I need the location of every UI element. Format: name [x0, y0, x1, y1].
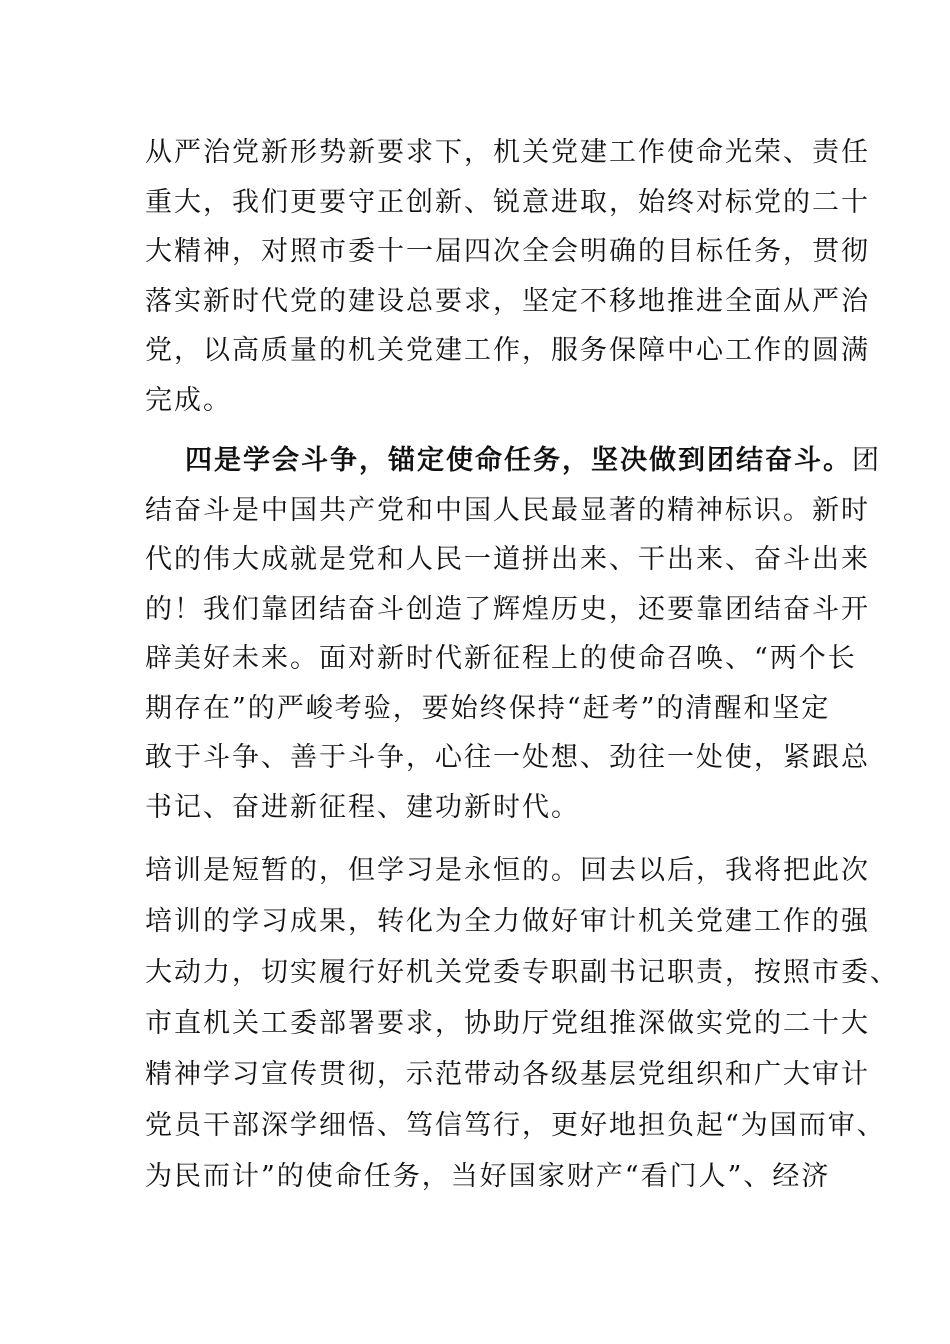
paragraph-2-line-6: 期存在”的严峻考验，要始终保持“赶考”的清醒和坚定 [145, 693, 831, 724]
paragraph-2-line-2: 结奋斗是中国共产党和中国人民最显著的精神标识。新时 [145, 495, 870, 526]
paragraph-3-line-4: 市直机关工委部署要求，协助厅党组推深做实党的二十大 [145, 1008, 870, 1039]
paragraph-1-line-2: 重大，我们更要守正创新、锐意进取，始终对标党的二十 [145, 187, 870, 218]
paragraph-2-line-8: 书记、奋进新征程、建功新时代。 [145, 792, 580, 823]
paragraph-1-line-3: 大精神，对照市委十一届四次全会明确的目标任务，贯彻 [145, 236, 870, 267]
paragraph-3-line-1: 培训是短暂的，但学习是永恒的。回去以后，我将把此次 [145, 855, 870, 886]
paragraph-1-line-4: 落实新时代党的建设总要求，坚定不移地推进全面从严治 [145, 286, 870, 317]
paragraph-3-line-6: 党员干部深学细悟、笃信笃行，更好地担负起“为国而审、 [145, 1110, 886, 1141]
paragraph-1-line-6: 完成。 [145, 385, 232, 416]
paragraph-3-line-5: 精神学习宣传贯彻，示范带动各级基层党组织和广大审计 [145, 1059, 870, 1090]
paragraph-2-line-3: 代的伟大成就是党和人民一道拼出来、干出来、奋斗出来 [145, 544, 870, 575]
paragraph-3-line-7: 为民而计”的使命任务，当好国家财产“看门人”、经济 [145, 1161, 831, 1192]
paragraph-2-heading: 四是学会斗争，锚定使命任务，坚决做到团结奋斗。 [185, 445, 852, 476]
paragraph-3-line-3: 大动力，切实履行好机关党委专职副书记职责，按照市委、 [145, 957, 899, 988]
paragraph-1-line-1: 从严治党新形势新要求下，机关党建工作使命光荣、责任 [145, 137, 870, 168]
paragraph-2-line-7: 敢于斗争、善于斗争，心往一处想、劲往一处使，紧跟总 [145, 742, 870, 773]
paragraph-3-line-2: 培训的学习成果，转化为全力做好审计机关党建工作的强 [145, 906, 870, 937]
paragraph-2-line-4: 的！我们靠团结奋斗创造了辉煌历史，还要靠团结奋斗开 [145, 594, 870, 625]
paragraph-2-line-1 [185, 445, 881, 477]
paragraph-2-line-5: 辟美好未来。面对新时代新征程上的使命召唤、“两个长 [145, 643, 857, 674]
paragraph-1-line-5: 党，以高质量的机关党建工作，服务保障中心工作的圆满 [145, 335, 870, 366]
paragraph-2-first-line-rest: 团 [852, 445, 881, 476]
